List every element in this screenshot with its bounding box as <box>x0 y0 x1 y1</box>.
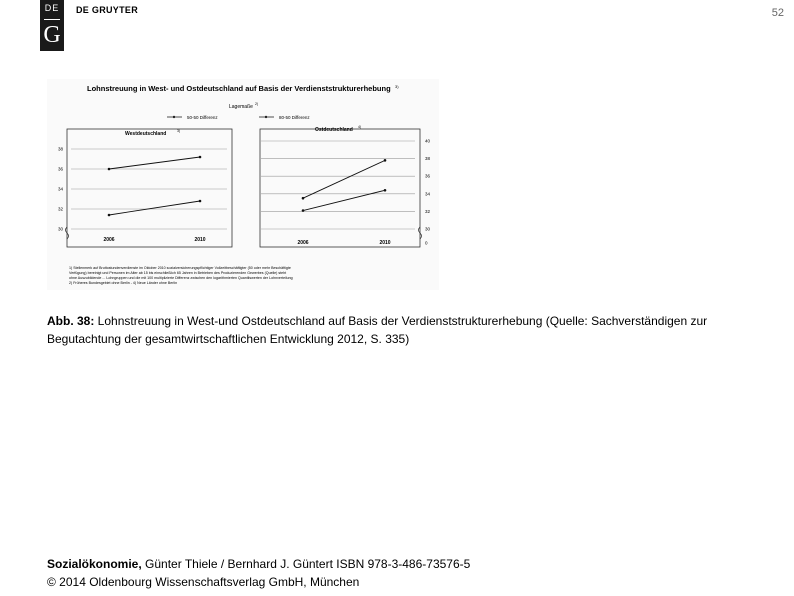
footer-book-info: Günter Thiele / Bernhard J. Güntert ISBN 978-3-486-73576-5 <box>141 557 471 571</box>
y-tick-label-east-2: 32 <box>425 208 431 214</box>
y-tick-label-west-3: 36 <box>57 166 63 172</box>
y-tick-label-west-1: 32 <box>57 206 63 212</box>
legend-label-2: 80-50 Differenz <box>279 115 310 120</box>
caption-text: Lohnstreuung in West-und Ostdeutschland auf Basis der Verdienststrukturerhebung (Quelle: Sachverständigen zur Begutachtung der gesamtwirtschaftlichen Entwicklung 2012, S. 335) <box>47 314 708 346</box>
logo-de-text: DE <box>44 3 60 13</box>
footer-book-line <box>47 555 470 573</box>
legend-item-1 <box>167 115 218 120</box>
y-tick-label-east-1: 30 <box>425 226 431 232</box>
data-point-west-0-1 <box>199 156 202 159</box>
y-tick-label-east-0: 0 <box>425 240 428 246</box>
figure-title: Lohnstreuung in West- und Ostdeutschland auf Basis der Verdienststrukturerhebung <box>87 84 391 93</box>
de-gruyter-logo <box>40 0 64 51</box>
y-tick-label-west-4: 38 <box>57 146 63 152</box>
x-tick-label-west-0: 2006 <box>103 237 115 243</box>
data-point-east-0-1 <box>384 159 387 162</box>
series-line-west-1 <box>109 201 200 215</box>
figure-caption <box>47 312 767 348</box>
data-point-east-1-1 <box>384 189 387 192</box>
series-line-east-0 <box>303 160 385 198</box>
x-tick-label-west-1: 2010 <box>194 237 206 243</box>
x-tick-label-east-0: 2006 <box>297 240 309 246</box>
caption-label: Abb. 38: <box>47 314 95 328</box>
panel-west-title: Westdeutschland <box>125 131 167 137</box>
publisher-name: DE GRUYTER <box>76 5 139 15</box>
data-point-west-1-0 <box>108 214 111 217</box>
data-point-east-1-0 <box>302 209 305 212</box>
data-point-west-1-1 <box>199 200 202 203</box>
legend-title-sup: 2) <box>255 102 259 106</box>
footnote-3: ohne Auszubildende ... Lohngruppen und die mit 100 multiplizierte Differenz zwischen den logarithmierten Quantilswerten der Lohnverteilung <box>69 276 293 280</box>
y-tick-label-east-6: 40 <box>425 138 431 144</box>
logo-g-text: G <box>43 22 61 48</box>
panel-east-title: Ostdeutschland <box>315 127 353 133</box>
panel-east-sup: 4) <box>358 125 362 129</box>
figure-image <box>47 79 439 290</box>
series-line-east-1 <box>303 190 385 210</box>
footer <box>47 555 470 591</box>
data-point-east-0-0 <box>302 197 305 200</box>
y-tick-label-east-4: 36 <box>425 173 431 179</box>
footer-book-title: Sozialökonomie, <box>47 557 142 571</box>
y-tick-label-west-2: 34 <box>57 186 63 192</box>
y-tick-label-east-3: 34 <box>425 191 431 197</box>
footnote-1: 1) Stellenmerk auf Bruttostundenverdienste im Oktober 2010 sozialversicherungspflichtiger Vollzeitbeschäftigter (50 oder mehr Beschäftigte <box>69 266 291 270</box>
figure-chart <box>47 79 439 290</box>
legend-item-2 <box>259 115 310 120</box>
panel-west-sup: 3) <box>177 129 181 133</box>
data-point-west-0-0 <box>108 168 111 171</box>
page-number: 52 <box>771 7 784 19</box>
footnote-2: Verfügung) bereinigt und Personen im Alter ab 15 bis einschließlich 65 Jahren in Betrieben des Produzierenden Gewerbes (Quelle) steht <box>69 271 287 275</box>
y-tick-label-west-0: 30 <box>57 226 63 232</box>
footer-copyright: © 2014 Oldenbourg Wissenschaftsverlag GmbH, München <box>47 575 360 589</box>
footnote-4: 2) Früheres Bundesgebiet ohne Berlin - 4) Neue Länder ohne Berlin <box>69 281 178 285</box>
logo-divider <box>44 19 60 20</box>
legend-label-1: 50-50 Differenz <box>187 115 218 120</box>
series-line-west-0 <box>109 157 200 169</box>
figure-title-sup: 3) <box>395 84 399 89</box>
legend-title: Lagemaße <box>229 104 253 110</box>
x-tick-label-east-1: 2010 <box>379 240 391 246</box>
y-tick-label-east-5: 38 <box>425 156 431 162</box>
